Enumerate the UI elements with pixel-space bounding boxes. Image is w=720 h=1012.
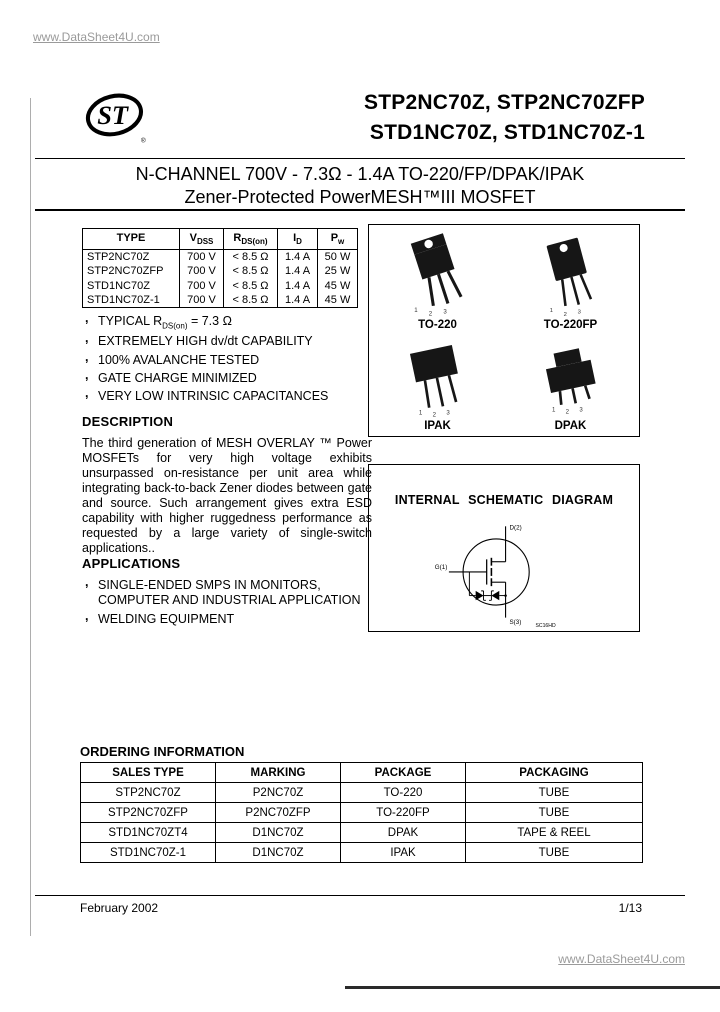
footer-date: February 2002 (80, 901, 159, 915)
table-row: STP2NC70ZFP P2NC70ZFP TO-220FP TUBE (81, 803, 643, 823)
subtitle-line1: N-CHANNEL 700V - 7.3Ω - 1.4A TO-220/FP/DPAK/IPAK (135, 164, 585, 184)
ordering-heading: ORDERING INFORMATION (80, 744, 245, 759)
features-list (82, 314, 377, 407)
package-caption: TO-220FP (543, 318, 598, 331)
ordering-col-package: PACKAGE (341, 763, 466, 783)
pin-number: 1 (418, 409, 422, 417)
spec-col-vdss: $V_{DSS}$ (180, 229, 224, 250)
drain-pin-label: D(2) (509, 524, 522, 532)
feature-item: , EXTREMELY HIGH dv/dt CAPABILITY (82, 334, 377, 349)
gate-pin-label: G(1) (434, 563, 448, 571)
dpak-package-figure (526, 343, 616, 419)
dpak-package-cell (504, 331, 637, 433)
feature-item: , VERY LOW INTRINSIC CAPACITANCES (82, 389, 377, 404)
applications-section (82, 556, 380, 630)
application-item: , WELDING EQUIPMENT (82, 612, 380, 627)
internal-schematic-drawing (399, 509, 609, 631)
pin-number: 2 (428, 310, 432, 318)
pin-number: 3 (442, 307, 447, 315)
pin-number: 1 (551, 406, 555, 414)
registered-mark: ® (140, 137, 146, 145)
table-row: STD1NC70Z-1 D1NC70Z IPAK TUBE (81, 843, 643, 863)
ordering-col-marking: MARKING (216, 763, 341, 783)
spec-col-pw: $P_w$ (318, 229, 358, 250)
applications-heading: APPLICATIONS (82, 556, 181, 571)
source-pin-label: S(3) (509, 618, 522, 626)
schematic-code: SC16HD (535, 623, 556, 630)
st-logo-text: ST (97, 100, 129, 131)
st-logo (84, 90, 150, 146)
schematic-title: INTERNAL SCHEMATIC DIAGRAM (394, 493, 614, 507)
package-caption: TO-220 (418, 318, 457, 331)
footer-page-number: 1/13 (618, 901, 642, 915)
device-subtitle (35, 163, 685, 208)
ordering-table (80, 762, 643, 863)
page-title (364, 88, 645, 148)
to220fp-package-figure (524, 236, 618, 318)
header-rule-thick (35, 209, 685, 211)
ordering-col-packaging: PACKAGING (466, 763, 643, 783)
ordering-col-sales-type: SALES TYPE (81, 763, 216, 783)
scan-edge-line-bottom (345, 986, 720, 989)
table-row: STP2NC70Z P2NC70Z TO-220 TUBE (81, 783, 643, 803)
pin-number: 3 (578, 406, 583, 414)
product-summary-table (82, 228, 358, 308)
scan-edge-line-left (30, 98, 31, 936)
pin-number: 2 (565, 408, 569, 416)
feature-item: , 100% AVALANCHE TESTED (82, 353, 377, 368)
part-title-line2: STD1NC70Z, STD1NC70Z-1 (369, 120, 645, 144)
table-row: STD1NC70Z 700 V < 8.5 Ω 1.4 A 45 W (83, 279, 358, 293)
application-item: , SINGLE-ENDED SMPS IN MONITORS, COMPUTER AND INDUSTRIAL APPLICATION (82, 578, 380, 609)
feature-item: , GATE CHARGE MINIMIZED (82, 371, 377, 386)
internal-schematic-box (368, 464, 640, 632)
pin-number: 3 (577, 309, 581, 316)
description-section (82, 414, 372, 556)
table-row: STD1NC70Z-1 700 V < 8.5 Ω 1.4 A 45 W (83, 293, 358, 308)
package-caption: IPAK (424, 420, 451, 432)
ordering-header-row (81, 763, 643, 783)
to220fp-package-cell (504, 229, 637, 331)
pin-number: 1 (413, 306, 418, 314)
table-row: STP2NC70ZFP 700 V < 8.5 Ω 1.4 A 25 W (83, 264, 358, 278)
pin-number: 1 (549, 307, 553, 314)
description-text: The third generation of MESH OVERLAY ™ Power MOSFETs for very high voltage exhibits unsurpassed on-resistance per unit area while integrating back-to-back Zener diodes between gate and source. Such arrangement gives extra ESD capability with higher ruggedness performance as requested by a large variety of single-switch applications.. (82, 436, 372, 555)
pin-number: 2 (432, 411, 436, 419)
to220-package-cell (371, 229, 504, 331)
part-title-line1: STP2NC70Z, STP2NC70ZFP (364, 91, 645, 114)
header-rule-thin (35, 158, 685, 159)
watermark-url-top: www.DataSheet4U.com (33, 30, 160, 44)
subtitle-line2: Zener-Protected PowerMESH™III MOSFET (184, 186, 536, 207)
table-row: STD1NC70ZT4 D1NC70Z DPAK TAPE & REEL (81, 823, 643, 843)
table-row: STP2NC70Z 700 V < 8.5 Ω 1.4 A 50 W (83, 250, 358, 265)
package-caption: DPAK (554, 420, 587, 432)
spec-col-rdson: $R_{DS(on)}$ (224, 229, 278, 250)
description-heading: DESCRIPTION (82, 414, 174, 429)
feature-item: , TYPICAL $R_{DS(on)} = 7.3$ Ω (82, 314, 377, 331)
pin-number: 3 (445, 409, 450, 417)
package-diagram-box (368, 224, 640, 437)
package-grid (369, 225, 639, 436)
pin-number: 2 (563, 311, 567, 318)
watermark-url-bottom: www.DataSheet4U.com (558, 952, 685, 966)
to220-package-figure (388, 232, 488, 318)
spec-header-row (83, 229, 358, 250)
ipak-package-cell (371, 331, 504, 433)
spec-col-id: $I_D$ (278, 229, 318, 250)
spec-col-type: TYPE (83, 229, 180, 250)
ipak-package-figure (395, 341, 481, 419)
applications-list (82, 578, 380, 627)
footer-rule (35, 895, 685, 896)
